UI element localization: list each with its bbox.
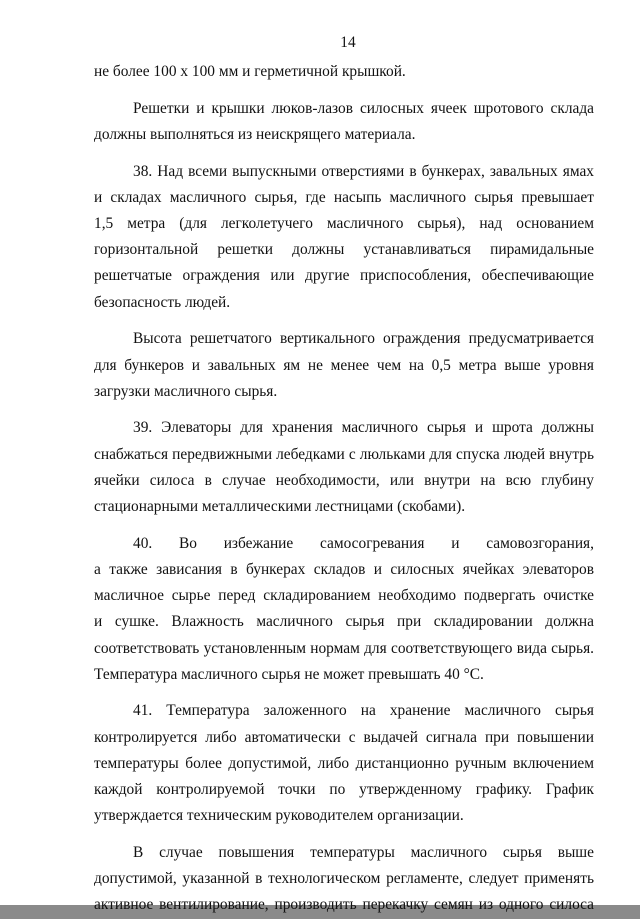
text-line: контролируется либо автоматически с выдачей сигнала при повышении [94,728,594,746]
text-line: решетчатые ограждения или другие приспособления, обеспечивающие [94,267,594,285]
page-number: 14 [340,34,356,51]
text-line: а также зависания в бункерах складов и силосных ячейках элеваторов [94,560,594,578]
text-line: В случае повышения температуры масличного сырья выше [133,843,594,861]
text-line: температуры более допустимой, либо дистанционно ручным включением [94,754,594,772]
text-line: каждой контролируемой точки по утвержденному графику. График [94,781,594,799]
text-line: не более 100 х 100 мм и герметичной крышкой. [94,63,406,80]
text-line: масличное сырье перед складированием необходимо подвергать очистке [94,587,594,605]
text-line: соответствовать установленным нормам для соответствующего вида сырья. [94,639,594,657]
text-line: 1,5 метра (для легколетучего масличного сырья), над основанием [94,215,594,233]
paragraph-grates [94,96,594,148]
text-line: горизонтальной решетки должны устанавливаться пирамидальные [94,241,594,259]
paragraph-40 [94,531,594,688]
text-line: активное вентилирование, производить перекачку семян из одного силоса [94,896,594,914]
text-line: 38. Над всеми выпускными отверстиями в бункерах, завальных ямах [133,162,594,180]
text-line: утверждается техническим руководителем организации. [94,807,464,825]
paragraph-39 [94,415,594,520]
text-line: Решетки и крышки люков-лазов силосных ячеек шротового склада [133,99,594,117]
text-line: и сушке. Влажность масличного сырья при складировании должна [94,613,594,631]
text-line: допустимой, указанной в технологическом регламенте, следует применять [94,870,594,888]
text-line: и складах масличного сырья, где насыпь масличного сырья превышает [94,188,594,206]
text-line: 40. Во избежание самосогревания и самовозгорания, [133,534,594,552]
text-line: 41. Температура заложенного на хранение масличного сырья [133,702,594,720]
text-line: стационарными металлическими лестницами (скобами). [94,498,466,516]
text-line: для бункеров и завальных ям не менее чем на 0,5 метра выше уровня [94,356,594,374]
text-line: Температура масличного сырья не может превышать 40 °С. [94,665,484,683]
paragraph-fence-height [94,326,594,405]
paragraph-38 [94,159,594,316]
text-line: Высота решетчатого вертикального ограждения предусматривается [133,330,594,348]
paragraph-continuation [94,59,594,85]
text-line: снабжаться передвижными лебедками с люльками для спуска людей внутрь [94,445,594,463]
text-line: ячейки силоса в случае необходимости, или внутри на всю глубину [94,471,594,489]
text-line: безопасность людей. [94,293,231,311]
paragraph-41 [94,698,594,829]
text-line: загрузки масличного сырья. [94,382,278,400]
text-line: должны выполняться из неискрящего материала. [94,125,416,143]
text-line: 39. Элеваторы для хранения масличного сырья и шрота должны [133,419,594,437]
paragraph-temperature-rise [94,840,594,919]
